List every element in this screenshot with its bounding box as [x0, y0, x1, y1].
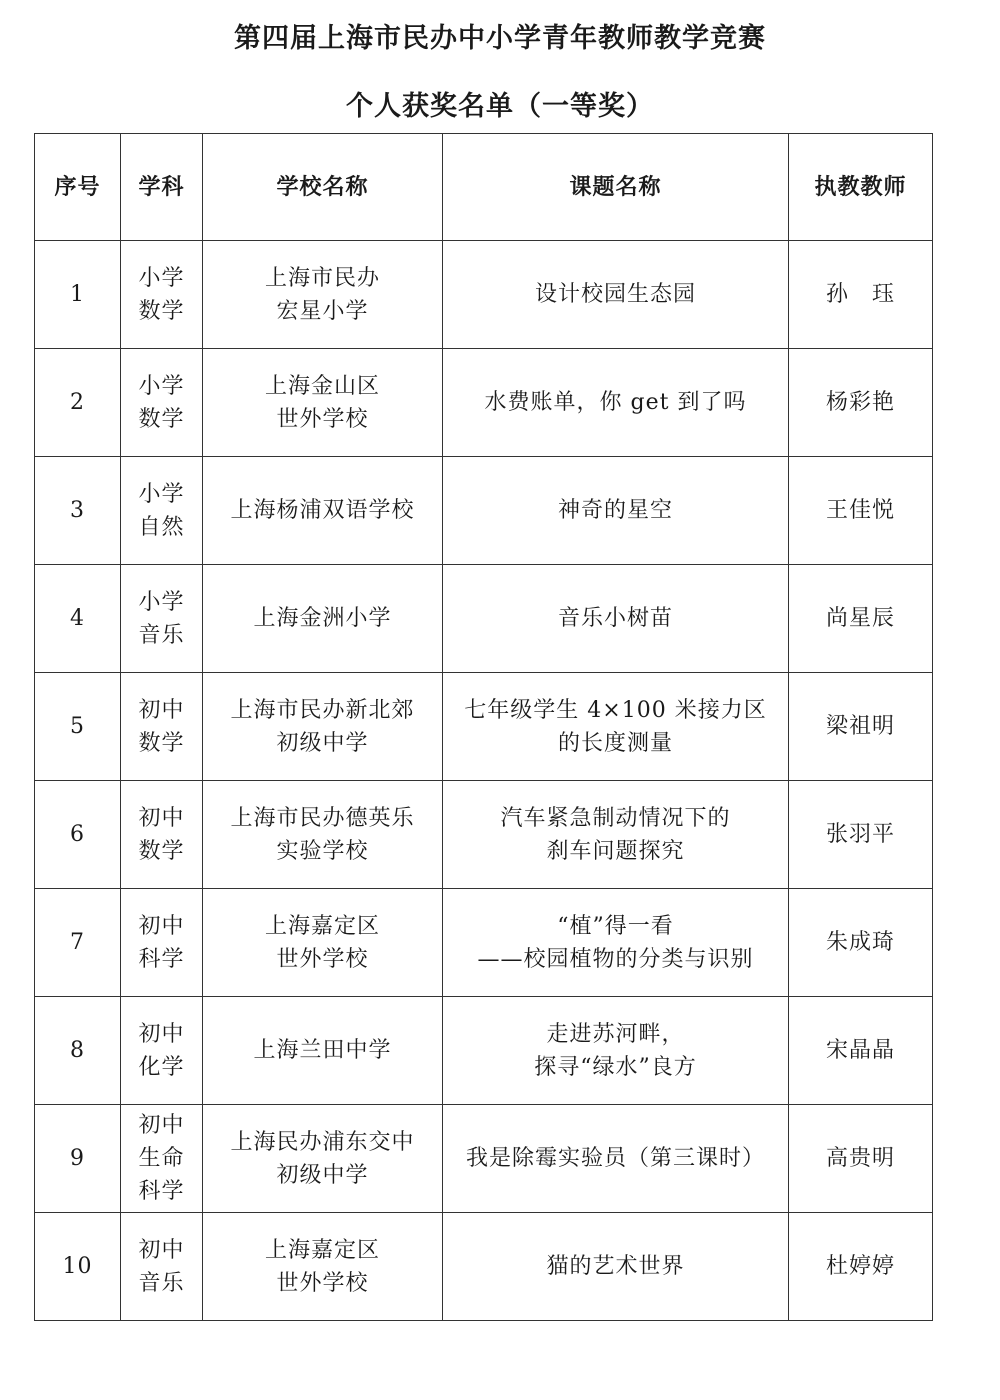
cell-topic-line: 的长度测量 — [557, 730, 673, 756]
cell-subject — [121, 241, 203, 349]
cell-topic-line: 猫的艺术世界 — [546, 1254, 685, 1279]
cell-number: 5 — [35, 673, 121, 781]
cell-teacher: 尚星辰 — [789, 565, 933, 673]
cell-teacher: 王佳悦 — [789, 457, 933, 565]
cell-topic-line: 水费账单，你 get 到了吗 — [484, 390, 747, 415]
cell-subject-line: 数学 — [138, 406, 185, 432]
cell-school-line: 上海金洲小学 — [253, 606, 392, 631]
cell-teacher: 杜婷婷 — [789, 1213, 933, 1321]
cell-topic — [443, 889, 789, 997]
cell-school — [203, 997, 443, 1105]
cell-subject-line: 初中 — [138, 1021, 185, 1047]
cell-teacher: 高贵明 — [789, 1105, 933, 1213]
cell-number: 8 — [35, 997, 121, 1105]
cell-topic-line: 刹车问题探究 — [546, 838, 685, 864]
cell-school — [203, 781, 443, 889]
cell-school — [203, 565, 443, 673]
cell-subject-line: 化学 — [138, 1054, 185, 1080]
cell-topic-line: 设计校园生态园 — [534, 282, 696, 307]
header-topic: 课题名称 — [443, 134, 789, 241]
cell-subject-line: 自然 — [138, 514, 185, 540]
document-subtitle: 个人获奖名单（一等奖） — [346, 91, 654, 122]
cell-topic-line: 走进苏河畔， — [546, 1021, 685, 1047]
cell-school — [203, 673, 443, 781]
cell-school-line: 实验学校 — [276, 838, 369, 864]
cell-subject — [121, 565, 203, 673]
cell-teacher: 张羽平 — [789, 781, 933, 889]
cell-school — [203, 1213, 443, 1321]
cell-school-line: 世外学校 — [276, 406, 369, 432]
cell-school-line: 上海市民办新北郊 — [230, 697, 415, 723]
cell-subject-line: 初中 — [138, 805, 185, 831]
cell-topic-line: 探寻“绿水”良方 — [534, 1054, 697, 1080]
cell-topic-line: 神奇的星空 — [557, 498, 673, 523]
cell-number: 6 — [35, 781, 121, 889]
cell-number: 3 — [35, 457, 121, 565]
header-teacher: 执教教师 — [789, 134, 933, 241]
cell-number: 10 — [35, 1213, 121, 1321]
cell-number: 2 — [35, 349, 121, 457]
cell-teacher: 宋晶晶 — [789, 997, 933, 1105]
cell-school — [203, 241, 443, 349]
table-row — [35, 457, 933, 565]
cell-subject — [121, 1105, 203, 1213]
cell-subject-line: 音乐 — [138, 1270, 185, 1296]
cell-subject — [121, 673, 203, 781]
cell-subject-line: 初中 — [138, 697, 185, 723]
cell-teacher: 孙 珏 — [789, 241, 933, 349]
document-title: 第四届上海市民办中小学青年教师教学竞赛 — [234, 23, 766, 54]
cell-topic — [443, 1105, 789, 1213]
cell-subject — [121, 889, 203, 997]
cell-school-line: 上海民办浦东交中 — [230, 1129, 415, 1155]
cell-topic-line: 音乐小树苗 — [557, 606, 673, 631]
table-row — [35, 1105, 933, 1213]
table-row — [35, 241, 933, 349]
cell-subject-line: 科学 — [138, 946, 185, 972]
header-school: 学校名称 — [203, 134, 443, 241]
cell-subject-line: 初中 — [138, 1237, 185, 1263]
cell-topic-line: 我是除霉实验员（第三课时） — [465, 1146, 765, 1171]
cell-number: 4 — [35, 565, 121, 673]
cell-topic-line: “植”得一看 — [557, 913, 674, 939]
cell-school-line: 上海兰田中学 — [253, 1038, 392, 1063]
cell-teacher: 杨彩艳 — [789, 349, 933, 457]
cell-number: 9 — [35, 1105, 121, 1213]
cell-school-line: 上海嘉定区 — [264, 1237, 380, 1263]
awards-table-body — [35, 241, 933, 1321]
cell-subject-line: 小学 — [138, 265, 185, 291]
cell-school-line: 上海市民办 — [264, 265, 380, 291]
cell-school-line: 世外学校 — [276, 1270, 369, 1296]
cell-teacher: 朱成琦 — [789, 889, 933, 997]
cell-school-line: 宏星小学 — [276, 298, 369, 324]
cell-topic-line: 汽车紧急制动情况下的 — [500, 805, 731, 831]
cell-school-line: 世外学校 — [276, 946, 369, 972]
cell-number: 7 — [35, 889, 121, 997]
cell-subject-line: 生命 — [138, 1146, 185, 1171]
cell-subject-line: 初中 — [138, 1113, 185, 1138]
cell-number: 1 — [35, 241, 121, 349]
cell-subject-line: 音乐 — [138, 622, 185, 648]
table-row — [35, 1213, 933, 1321]
cell-topic — [443, 1213, 789, 1321]
cell-school-line: 上海市民办德英乐 — [230, 805, 415, 831]
cell-topic — [443, 997, 789, 1105]
cell-school — [203, 457, 443, 565]
header-subject: 学科 — [121, 134, 203, 241]
cell-subject-line: 数学 — [138, 838, 185, 864]
cell-topic — [443, 781, 789, 889]
table-row — [35, 889, 933, 997]
cell-school — [203, 889, 443, 997]
cell-subject — [121, 457, 203, 565]
table-row — [35, 673, 933, 781]
cell-topic — [443, 349, 789, 457]
cell-subject-line: 科学 — [138, 1179, 185, 1204]
cell-subject-line: 数学 — [138, 730, 185, 756]
cell-school-line: 上海杨浦双语学校 — [230, 498, 415, 523]
cell-topic — [443, 457, 789, 565]
cell-school-line: 初级中学 — [276, 1162, 369, 1188]
cell-subject — [121, 781, 203, 889]
table-row — [35, 997, 933, 1105]
table-row — [35, 781, 933, 889]
cell-subject — [121, 349, 203, 457]
cell-subject-line: 初中 — [138, 913, 185, 939]
cell-school — [203, 1105, 443, 1213]
cell-subject-line: 数学 — [138, 298, 185, 324]
cell-teacher: 梁祖明 — [789, 673, 933, 781]
cell-topic — [443, 241, 789, 349]
cell-school-line: 上海嘉定区 — [264, 913, 380, 939]
cell-topic — [443, 565, 789, 673]
awards-table — [34, 133, 933, 1321]
cell-topic — [443, 673, 789, 781]
cell-subject-line: 小学 — [138, 481, 185, 507]
cell-topic-line: ——校园植物的分类与识别 — [477, 946, 754, 972]
cell-subject — [121, 997, 203, 1105]
cell-topic-line: 七年级学生 4×100 米接力区 — [464, 697, 767, 723]
cell-subject-line: 小学 — [138, 589, 185, 615]
table-row — [35, 565, 933, 673]
cell-school-line: 初级中学 — [276, 730, 369, 756]
cell-school — [203, 349, 443, 457]
cell-subject-line: 小学 — [138, 373, 185, 399]
cell-subject — [121, 1213, 203, 1321]
table-header-row — [35, 134, 933, 241]
table-row — [35, 349, 933, 457]
cell-school-line: 上海金山区 — [264, 373, 380, 399]
header-number: 序号 — [35, 134, 121, 241]
